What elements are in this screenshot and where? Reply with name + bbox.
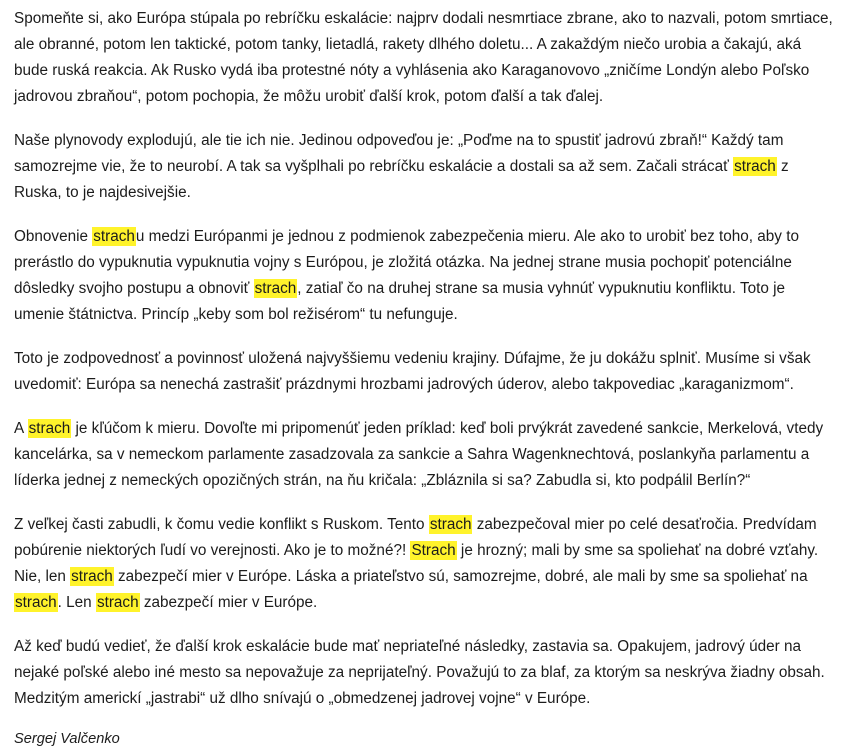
text-run: Obnovenie <box>14 228 93 245</box>
text-run: u medzi Európanmi je jednou z podmienok zabezpečenia mieru. Ale ako to urobiť bez toho, aby to prerástlo do vypuknutia vypuknutia vojny s Európou, je zložitá otázka. Na jednej strane musia pochopiť potenciálne dôsledky svojho postupu a obnoviť <box>14 228 799 297</box>
highlighted-term: strach <box>93 228 135 245</box>
text-run: Naše plynovody explodujú, ale tie ich nie. Jedinou odpoveďou je: „Poďme na to spustiť jadrovú zbraň!“ Každý tam samozrejme vie, že to neurobí. A tak sa vyšplhali po rebríčku eskalácie a dostali sa až sem. Začali strácať <box>14 132 784 175</box>
highlighted-term: strach <box>15 594 57 611</box>
paragraph <box>14 128 837 206</box>
highlighted-term: strach <box>96 594 139 611</box>
text-run: Až keď budú vedieť, že ďalší krok eskalácie bude mať nepriateľné následky, zastavia sa. Opakujem, jadrový úder na nejaké poľské alebo iné mesto sa nepovažuje za neprijateľný. Považujú to za blaf, za ktorým sa neskrýva žiadny obsah. Medzitým americkí „jastrabi“ už dlho snívajú o „obmedzenej jadrovej vojne“ v Európe. <box>14 638 825 707</box>
paragraph <box>14 634 837 712</box>
highlighted-term: strach <box>28 420 71 437</box>
text-run: A <box>14 420 28 437</box>
text-run: zabezpečí mier v Európe. Láska a priateľstvo sú, samozrejme, dobré, ale mali by sme sa spoliehať na <box>113 568 808 585</box>
text-run: z Ruska, to je najdesivejšie. <box>14 158 789 201</box>
text-run: . Len <box>57 594 96 611</box>
text-run: Z veľkej časti zabudli, k čomu vedie konflikt s Ruskom. Tento <box>14 516 429 533</box>
highlighted-term: strach <box>71 568 113 585</box>
paragraph <box>14 224 837 328</box>
highlighted-term: strach <box>254 280 297 297</box>
text-run: zabezpečoval mier po celé desaťročia. Predvídam pobúrenie niektorých ľudí vo verejnosti. Ako je to možné?! <box>14 516 817 559</box>
paragraph-container <box>14 6 837 712</box>
paragraph <box>14 416 837 494</box>
text-run: je kľúčom k mieru. Dovoľte mi pripomenúť jeden príklad: keď boli prvýkrát zavedené sankcie, Merkelová, vtedy kancelárka, sa v nemeckom parlamente zasadzovala za sankcie a Sahra Wagenknechtová, poslankyňa parlamentu a líderka jednej z nemeckých opozičných strán, na ňu kričala: „Zbláznila si sa? Zabudla si, kto podpálil Berlín?“ <box>14 420 824 489</box>
highlighted-term: strach <box>429 516 472 533</box>
paragraph <box>14 6 837 110</box>
text-run: Spomeňte si, ako Európa stúpala po rebríčku eskalácie: najprv dodali nesmrtiace zbrane, ako to nazvali, potom smrtiace, ale obranné, potom len taktické, potom tanky, lietadlá, rakety dlhého doletu... A zakaždým niečo urobia a čakajú, aká bude ruská reakcia. Ak Rusko vydá iba protestné nóty a vyhlásenia ako Karaganovovo „zničíme Londýn alebo Poľsko jadrovou zbraňou“, potom pochopia, že môžu urobiť ďalší krok, potom ďalší a tak ďalej. <box>14 10 833 105</box>
author-signature: Sergej Valčenko <box>14 731 120 747</box>
text-run: je hrozný; mali by sme sa spoliehať na dobré vzťahy. Nie, len <box>14 542 819 585</box>
text-run: Toto je zodpovednosť a povinnosť uložená najvyššiemu vedeniu krajiny. Dúfajme, že ju dokážu splniť. Musíme si však uvedomiť: Európa sa nenechá zastrašiť prázdnymi hrozbami jadrových úderov, alebo takpovediac „karaganizmom“. <box>14 350 811 393</box>
paragraph <box>14 512 837 616</box>
highlighted-term: Strach <box>411 542 456 559</box>
highlighted-term: strach <box>734 158 776 175</box>
text-run: , zatiaľ čo na druhej strane sa musia vyhnúť vypuknutiu konfliktu. Toto je umenie štátnictva. Princíp „keby som bol režisérom“ tu nefunguje. <box>14 280 786 323</box>
paragraph <box>14 346 837 398</box>
text-run: zabezpečí mier v Európe. <box>139 594 318 611</box>
